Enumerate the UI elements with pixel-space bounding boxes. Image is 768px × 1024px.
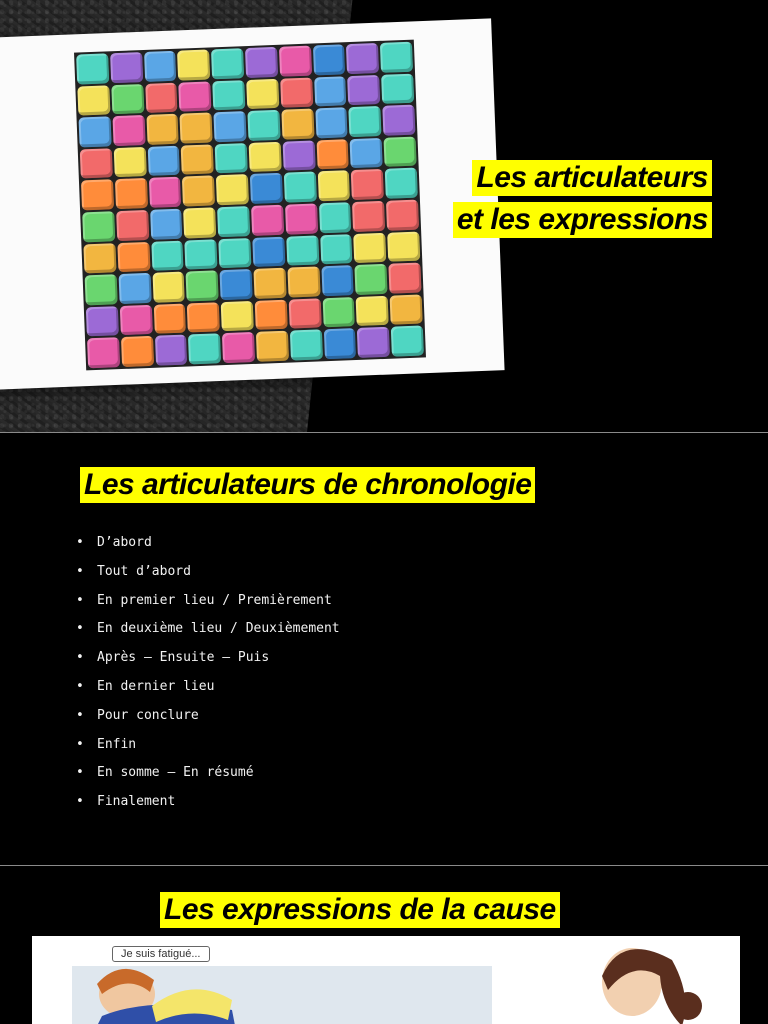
puzzle-block: [322, 297, 355, 328]
puzzle-block: [391, 326, 424, 357]
puzzle-block: [182, 176, 215, 207]
puzzle-block: [385, 168, 418, 199]
puzzle-block: [217, 206, 250, 237]
list-item: [76, 529, 340, 558]
list-item-text: Enfin: [97, 736, 137, 752]
puzzle-block: [315, 107, 348, 138]
puzzle-block: [316, 139, 349, 170]
puzzle-block: [153, 303, 186, 334]
puzzle-block: [76, 53, 109, 84]
title-line-1: Les articulateurs: [472, 160, 712, 196]
puzzle-block: [355, 264, 388, 295]
puzzle-block: [349, 106, 382, 137]
puzzle-block: [282, 140, 315, 171]
puzzle-block: [390, 294, 423, 325]
puzzle-block: [354, 232, 387, 263]
puzzle-block: [77, 85, 110, 116]
puzzle-block: [281, 109, 314, 140]
bullet-icon: •: [76, 592, 84, 608]
puzzle-block: [181, 144, 214, 175]
puzzle-block: [82, 211, 115, 242]
chronology-title: Les articulateurs de chronologie: [80, 467, 535, 503]
puzzle-block: [86, 306, 119, 337]
list-item-text: En deuxième lieu / Deuxièmement: [97, 621, 340, 637]
puzzle-block: [110, 52, 143, 83]
puzzle-block: [155, 335, 188, 366]
puzzle-block: [250, 173, 283, 204]
puzzle-block: [356, 296, 389, 327]
puzzle-block: [279, 46, 312, 77]
puzzle-block: [79, 116, 112, 147]
bullet-icon: •: [76, 707, 84, 723]
puzzle-block: [121, 336, 154, 367]
bullet-icon: •: [76, 650, 84, 666]
puzzle-block: [247, 110, 280, 141]
chronology-slide: [0, 433, 768, 865]
list-item-text: Tout d’abord: [97, 563, 191, 579]
bullet-icon: •: [76, 621, 84, 637]
puzzle-block: [350, 138, 383, 169]
puzzle-block: [83, 243, 116, 274]
title-block: [453, 160, 712, 244]
list-item-text: D’abord: [97, 535, 152, 550]
list-item: [76, 644, 340, 673]
puzzle-block: [290, 330, 323, 361]
puzzle-block: [144, 51, 177, 82]
list-item: [76, 759, 340, 788]
puzzle-block: [317, 171, 350, 202]
puzzle-block: [313, 44, 346, 75]
puzzle-block: [245, 47, 278, 78]
puzzle-block: [220, 269, 253, 300]
puzzle-block: [116, 210, 149, 241]
puzzle-block: [319, 202, 352, 233]
puzzle-block: [246, 78, 279, 109]
puzzle-block: [152, 272, 185, 303]
puzzle-block: [185, 239, 218, 270]
puzzle-block: [249, 142, 282, 173]
puzzle-block: [146, 114, 179, 145]
puzzle-block: [118, 273, 151, 304]
puzzle-block: [256, 331, 289, 362]
puzzle-block: [252, 236, 285, 267]
puzzle-block: [253, 268, 286, 299]
puzzle-block: [117, 242, 150, 273]
puzzle-block: [111, 84, 144, 115]
puzzle-block: [288, 298, 321, 329]
puzzle-block: [115, 178, 148, 209]
puzzle-block: [151, 240, 184, 271]
puzzle-block: [85, 274, 118, 305]
puzzle-block: [188, 334, 221, 365]
puzzle-block: [179, 81, 212, 112]
cause-title: Les expressions de la cause: [160, 892, 560, 928]
puzzle-block: [183, 207, 216, 238]
articulators-list: [76, 529, 340, 817]
puzzle-block: [187, 302, 220, 333]
puzzle-block: [120, 305, 153, 336]
list-item-text: En somme – En résumé: [97, 765, 254, 781]
list-item-text: Pour conclure: [97, 707, 199, 723]
puzzle-block: [286, 235, 319, 266]
puzzle-block: [351, 169, 384, 200]
puzzle-block: [112, 115, 145, 146]
puzzle-block: [145, 82, 178, 113]
puzzle-block: [384, 136, 417, 167]
puzzle-block: [218, 238, 251, 269]
puzzle-block: [380, 42, 413, 73]
title-slide: [0, 0, 768, 432]
puzzle-block: [381, 73, 414, 104]
puzzle-block: [215, 143, 248, 174]
cause-slide: [0, 866, 768, 1024]
puzzle-block: [222, 332, 255, 363]
puzzle-block: [357, 327, 390, 358]
puzzle-block: [285, 203, 318, 234]
bullet-icon: •: [76, 794, 84, 810]
puzzle-block: [216, 174, 249, 205]
list-item: [76, 731, 340, 760]
bullet-icon: •: [76, 563, 84, 579]
bullet-icon: •: [76, 736, 84, 752]
list-item: [76, 615, 340, 644]
puzzle-block: [180, 113, 213, 144]
puzzle-block: [389, 263, 422, 294]
list-item-text: En premier lieu / Premièrement: [97, 592, 332, 608]
list-item-text: Après – Ensuite – Puis: [97, 650, 270, 666]
puzzle-block: [255, 299, 288, 330]
puzzle-block: [114, 147, 147, 178]
bullet-icon: •: [76, 765, 84, 781]
puzzle-block: [280, 77, 313, 108]
puzzle-block: [80, 148, 113, 179]
list-item: [76, 788, 340, 817]
puzzle-blocks-image: [74, 40, 426, 371]
puzzle-block: [221, 301, 254, 332]
puzzle-block: [382, 105, 415, 136]
list-item: [76, 558, 340, 587]
illustration-image: [32, 936, 740, 1024]
puzzle-block: [81, 180, 114, 211]
puzzle-block: [147, 145, 180, 176]
list-item-text: Finalement: [97, 794, 176, 810]
puzzle-block: [148, 177, 181, 208]
puzzle-block: [314, 76, 347, 107]
bullet-icon: •: [76, 678, 84, 694]
puzzle-block: [321, 265, 354, 296]
puzzle-block: [212, 80, 245, 111]
puzzle-block: [211, 48, 244, 79]
puzzle-block: [251, 205, 284, 236]
list-item: [76, 673, 340, 702]
puzzle-block: [150, 209, 183, 240]
puzzle-block: [177, 49, 210, 80]
puzzle-block: [346, 43, 379, 74]
speech-bubble: Je suis fatigué...: [112, 946, 210, 962]
puzzle-block: [287, 267, 320, 298]
puzzle-block: [214, 111, 247, 142]
puzzle-block: [87, 338, 120, 369]
list-item: [76, 702, 340, 731]
list-item: [76, 587, 340, 616]
puzzle-block: [387, 231, 420, 262]
puzzle-block: [323, 328, 356, 359]
puzzle-block: [386, 200, 419, 231]
puzzle-block: [320, 234, 353, 265]
puzzle-block: [352, 201, 385, 232]
bullet-icon: •: [76, 535, 84, 550]
title-line-2: et les expressions: [453, 202, 712, 238]
puzzle-block: [348, 75, 381, 106]
puzzle-block: [186, 270, 219, 301]
list-item-text: En dernier lieu: [97, 678, 215, 694]
puzzle-block: [284, 172, 317, 203]
